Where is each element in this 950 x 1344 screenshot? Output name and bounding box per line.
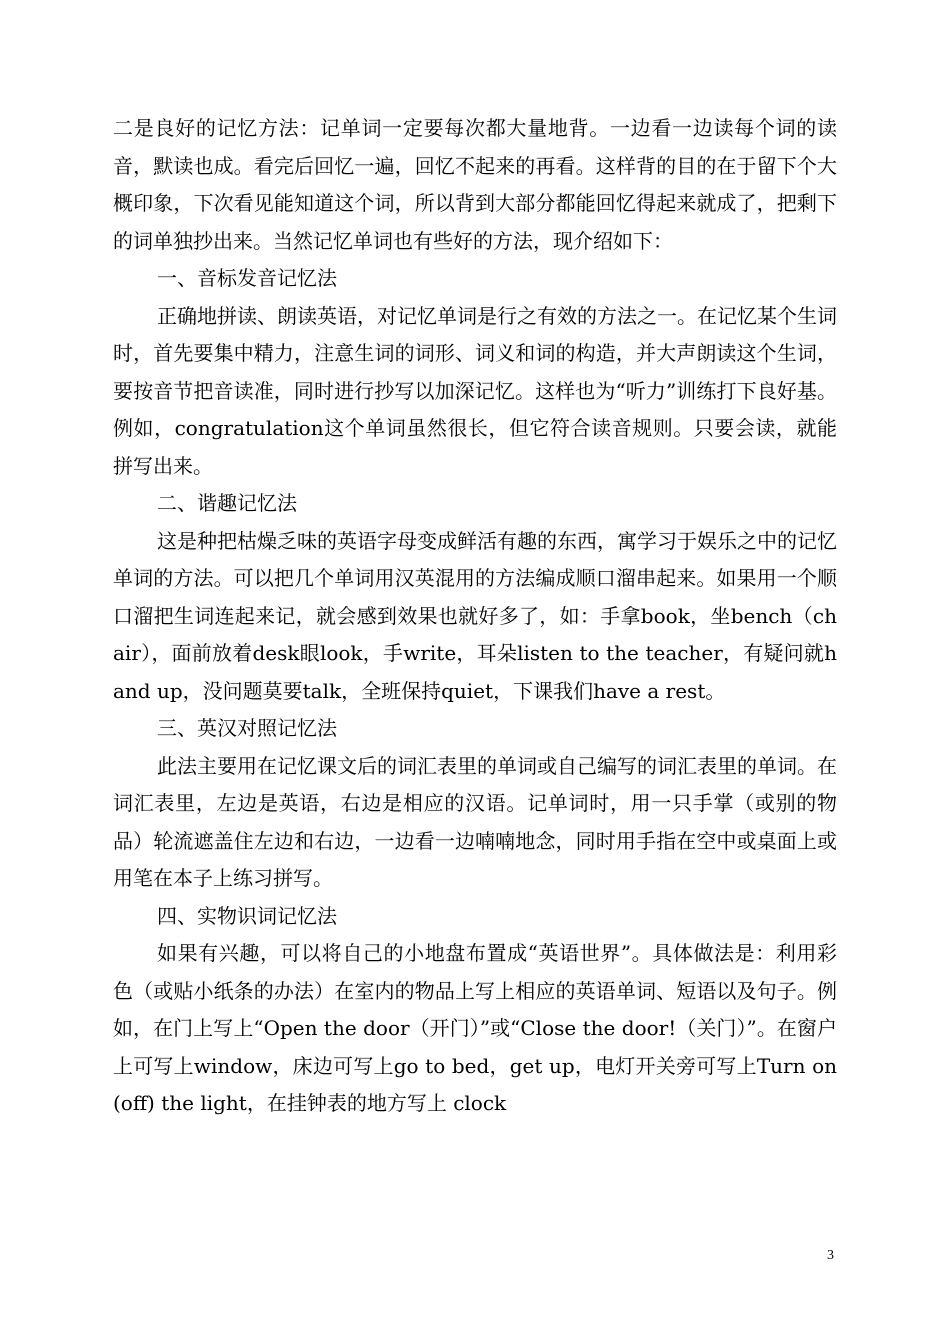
paragraph-object-method: 如果有兴趣，可以将自己的小地盘布置成“英语世界”。具体做法是：利用彩色（或贴小纸条的办法）在室内的物品上写上相应的英语单词、短语以及句子。例如，在门上写上“Open the door（开门）”或“Close the door!（关门）”。在窗户上可写上window，床边可写上go to bed，get up，电灯开关旁可写上Turn on (off) the light，在挂钟表的地方写上 clock [113,941,837,1115]
section-heading-3: 三、英汉对照记忆法 [157,716,337,740]
section-heading-2: 二、谐趣记忆法 [157,491,297,515]
paragraph-intro: 二是良好的记忆方法：记单词一定要每次都大量地背。一边看一边读每个词的读音，默读也成。看完后回忆一遍，回忆不起来的再看。这样背的目的在于留下个大概印象，下次看见能知道这个词，所以背到大部分都能回忆得起来就成了，把剩下的词单独抄出来。当然记忆单词也有些好的方法，现介绍如下： [113,116,837,253]
section-heading-1: 一、音标发音记忆法 [157,266,337,290]
page-number: 3 [827,1248,834,1263]
section-heading-4: 四、实物识词记忆法 [157,903,337,928]
paragraph-phonetic-method: 正确地拼读、朗读英语，对记忆单词是行之有效的方法之一。在记忆某个生词时，首先要集中精力，注意生词的词形、词义和词的构造，并大声朗读这个生词，要按音节把音读准，同时进行抄写以加深记忆。这样也为“听力”训练打下良好基。例如，congratulation这个单词虽然很长，但它符合读音规则。只要会读，就能拼写出来。 [113,303,837,478]
paragraph-humor-method: 这是种把枯燥乏味的英语字母变成鲜活有趣的东西，寓学习于娱乐之中的记忆单词的方法。可以把几个单词用汉英混用的方法编成顺口溜串起来。如果用一个顺口溜把生词连起来记，就会感到效果也就好多了，如：手拿book，坐bench（chair），面前放着desk眼look，手write，耳朵listen to the teacher，有疑问就hand up，没问题莫要talk，全班保持quiet，下课我们have a rest。 [113,528,837,703]
document-body [113,110,837,1123]
paragraph-bilingual-method: 此法主要用在记忆课文后的词汇表里的单词或自己编写的词汇表里的单词。在词汇表里，左边是英语，右边是相应的汉语。记单词时，用一只手掌（或别的物品）轮流遮盖住左边和右边，一边看一边喃喃地念，同时用手指在空中或桌面上或用笔在本子上练习拼写。 [113,753,837,890]
